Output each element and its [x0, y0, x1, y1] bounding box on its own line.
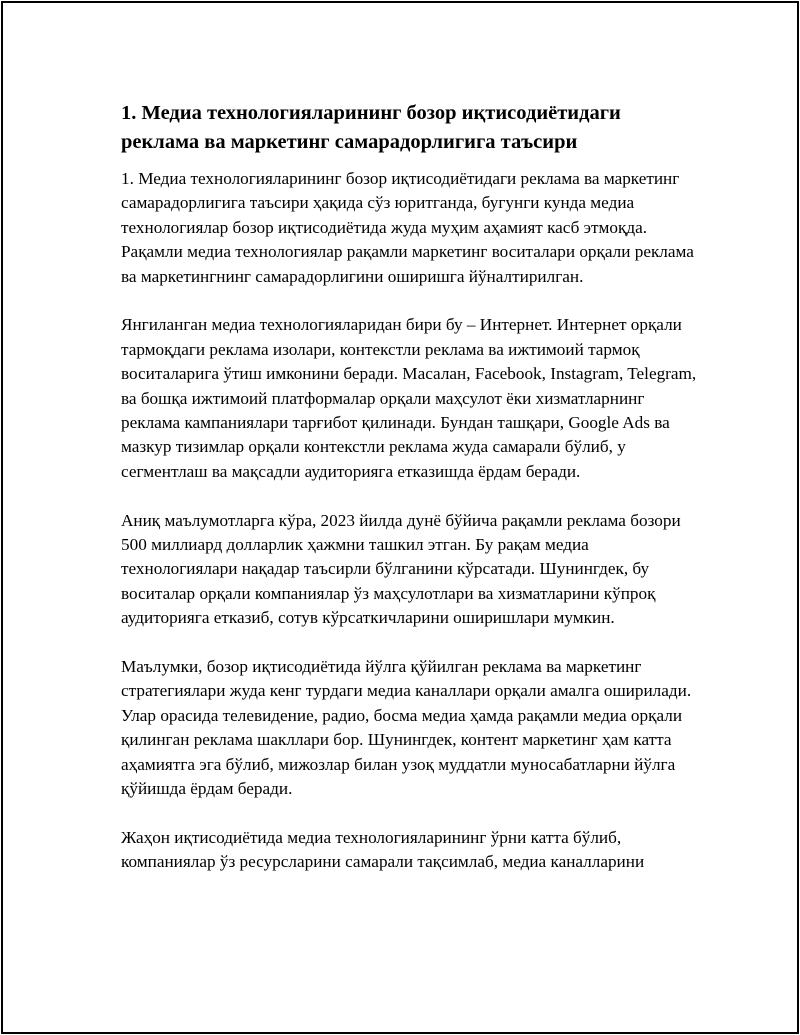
document-body [121, 99, 701, 899]
paragraph-2: Янгиланган медиа технологияларидан бири бу – Интернет. Интернет орқали тармоқдаги реклама изолари, контекстли реклама ва ижтимоий тармоқ воситаларига ўтиш имконини беради. Масалан, Facebook, Instagram, Telegram, ва бошқа ижтимоий платформалар орқали маҳсулот ёки хизматларнинг реклама кампаниялари тарғибот қилинади. Бундан ташқари, Google Ads ва мазкур тизимлар орқали контекстли реклама жуда самарали бўлиб, у сегментлаш ва мақсадли аудиторияга етказишда ёрдам беради. [121, 315, 697, 481]
paragraph-5: Жаҳон иқтисодиётида медиа технологияларининг ўрни катта бўлиб, компаниялар ўз ресурсларини самарали тақсимлаб, медиа каналларини [121, 827, 645, 872]
page [1, 1, 799, 1034]
document-heading: 1. Медиа технологияларининг бозор иқтисодиётидаги реклама ва маркетинг самарадорлигига таъсири [121, 102, 621, 153]
paragraph-4: Маълумки, бозор иқтисодиётида йўлга қўйилган реклама ва маркетинг стратегиялари жуда кенг турдаги медиа каналлари орқали амалга оширилади. Улар орасида телевидение, радио, босма медиа ҳамда рақамли медиа орқали қилинган реклама шакллари бор. Шунингдек, контент маркетинг ҳам катта аҳамиятга эга бўлиб, мижозлар билан узоқ муддатли муносабатларни йўлга қўйишда ёрдам беради. [121, 657, 692, 799]
paragraph-3: Аниқ маълумотларга кўра, 2023 йилда дунё бўйича рақамли реклама бозори 500 миллиард долларлик ҳажмни ташкил этган. Бу рақам медиа технологиялари нақадар таъсирли бўлганини кўрсатади. Шунингдек, бу воситалар орқали компаниялар ўз маҳсулотлари ва хизматларини кўпроқ аудиторияга етказиб, сотув кўрсаткичларини оширишлари мумкин. [121, 510, 681, 628]
paragraph-1: 1. Медиа технологияларининг бозор иқтисодиётидаги реклама ва маркетинг самарадорлигига таъсири ҳақида сўз юритганда, бугунги кунда медиа технологиялар бозор иқтисодиётида жуда муҳим аҳамият касб этмоқда. Рақамли медиа технологиялар рақамли маркетинг воситалари орқали реклама ва маркетингнинг самарадорлигини оширишга йўналтирилган. [121, 169, 694, 286]
